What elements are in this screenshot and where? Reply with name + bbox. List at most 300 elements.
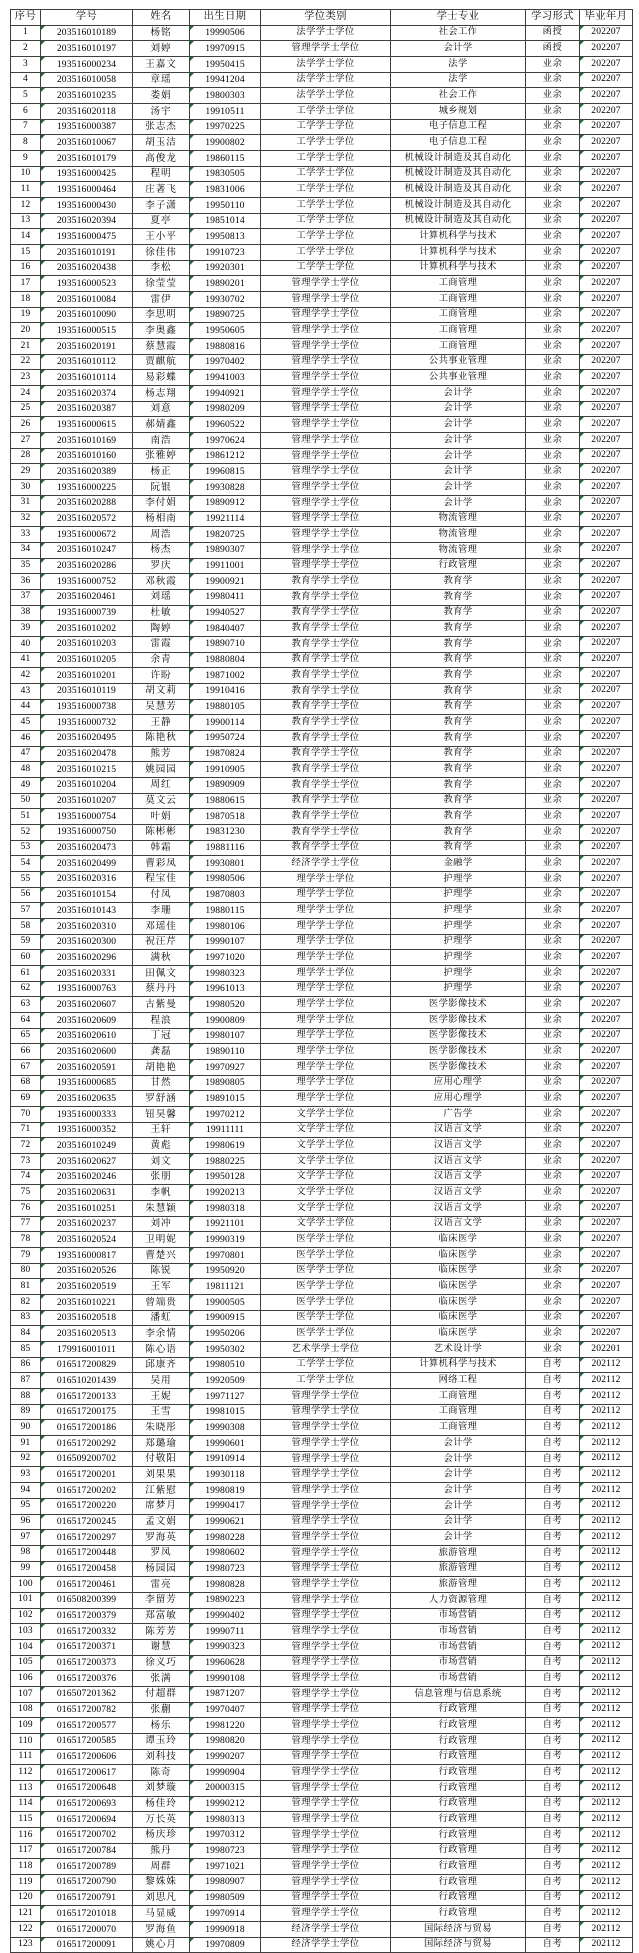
cell-student-name[interactable]: 付超群 xyxy=(133,1686,190,1702)
cell-row-index[interactable]: 8 xyxy=(11,135,41,151)
cell-student-name[interactable]: 杨铭 xyxy=(133,25,190,41)
cell-degree-category[interactable]: 医学学士学位 xyxy=(261,1279,391,1295)
cell-birth-date[interactable]: 19831006 xyxy=(190,182,261,198)
cell-graduation-date[interactable]: 202207 xyxy=(580,417,633,433)
cell-row-index[interactable]: 106 xyxy=(11,1671,41,1687)
cell-degree-category[interactable]: 管理学学士学位 xyxy=(261,527,391,543)
cell-study-form[interactable]: 业余 xyxy=(526,683,580,699)
cell-row-index[interactable]: 56 xyxy=(11,887,41,903)
cell-bachelor-major[interactable]: 机械设计制造及其自动化 xyxy=(391,213,526,229)
cell-study-form[interactable]: 自考 xyxy=(526,1890,580,1906)
table-row[interactable] xyxy=(11,1138,633,1154)
cell-graduation-date[interactable]: 202207 xyxy=(580,1028,633,1044)
cell-study-form[interactable]: 业余 xyxy=(526,527,580,543)
cell-row-index[interactable]: 11 xyxy=(11,182,41,198)
cell-row-index[interactable]: 93 xyxy=(11,1467,41,1483)
cell-bachelor-major[interactable]: 艺术设计学 xyxy=(391,1342,526,1358)
cell-degree-category[interactable]: 理学学士学位 xyxy=(261,1091,391,1107)
cell-bachelor-major[interactable]: 社会工作 xyxy=(391,88,526,104)
table-row[interactable] xyxy=(11,104,633,120)
cell-row-index[interactable]: 4 xyxy=(11,72,41,88)
cell-graduation-date[interactable]: 202207 xyxy=(580,135,633,151)
table-row[interactable] xyxy=(11,636,633,652)
table-row[interactable] xyxy=(11,871,633,887)
cell-birth-date[interactable]: 19990601 xyxy=(190,1436,261,1452)
cell-study-form[interactable]: 业余 xyxy=(526,981,580,997)
cell-student-id[interactable]: 016517200332 xyxy=(41,1624,133,1640)
cell-student-name[interactable]: 古紫曼 xyxy=(133,997,190,1013)
cell-student-id[interactable]: 203516020610 xyxy=(41,1028,133,1044)
cell-student-name[interactable]: 汤宇 xyxy=(133,104,190,120)
cell-study-form[interactable]: 业余 xyxy=(526,292,580,308)
cell-birth-date[interactable]: 19890110 xyxy=(190,1044,261,1060)
cell-study-form[interactable]: 自考 xyxy=(526,1545,580,1561)
cell-student-id[interactable]: 193516000430 xyxy=(41,198,133,214)
cell-student-name[interactable]: 韩霜 xyxy=(133,840,190,856)
cell-degree-category[interactable]: 管理学学士学位 xyxy=(261,1561,391,1577)
cell-study-form[interactable]: 业余 xyxy=(526,151,580,167)
cell-degree-category[interactable]: 工学学士学位 xyxy=(261,135,391,151)
cell-student-name[interactable]: 田佩文 xyxy=(133,965,190,981)
cell-degree-category[interactable]: 理学学士学位 xyxy=(261,981,391,997)
cell-birth-date[interactable]: 19980510 xyxy=(190,1357,261,1373)
cell-student-id[interactable]: 203516020296 xyxy=(41,950,133,966)
cell-bachelor-major[interactable]: 教育学 xyxy=(391,574,526,590)
cell-bachelor-major[interactable]: 法学 xyxy=(391,57,526,73)
cell-student-name[interactable]: 郑璐瑜 xyxy=(133,1436,190,1452)
cell-degree-category[interactable]: 理学学士学位 xyxy=(261,965,391,981)
cell-bachelor-major[interactable]: 行政管理 xyxy=(391,1890,526,1906)
cell-student-id[interactable]: 203516020513 xyxy=(41,1326,133,1342)
cell-birth-date[interactable]: 19880804 xyxy=(190,652,261,668)
cell-birth-date[interactable]: 19910416 xyxy=(190,683,261,699)
cell-row-index[interactable]: 46 xyxy=(11,730,41,746)
cell-row-index[interactable]: 116 xyxy=(11,1827,41,1843)
cell-graduation-date[interactable]: 202201 xyxy=(580,1342,633,1358)
cell-study-form[interactable]: 函授 xyxy=(526,25,580,41)
cell-student-id[interactable]: 203516020191 xyxy=(41,339,133,355)
cell-degree-category[interactable]: 法学学士学位 xyxy=(261,88,391,104)
cell-graduation-date[interactable]: 202207 xyxy=(580,934,633,950)
cell-student-name[interactable]: 杨庆珍 xyxy=(133,1827,190,1843)
cell-degree-category[interactable]: 法学学士学位 xyxy=(261,72,391,88)
cell-graduation-date[interactable]: 202112 xyxy=(580,1404,633,1420)
cell-student-name[interactable]: 王小平 xyxy=(133,229,190,245)
cell-row-index[interactable]: 76 xyxy=(11,1201,41,1217)
cell-bachelor-major[interactable]: 会计学 xyxy=(391,448,526,464)
cell-row-index[interactable]: 13 xyxy=(11,213,41,229)
cell-student-name[interactable]: 刘意 xyxy=(133,401,190,417)
cell-study-form[interactable]: 业余 xyxy=(526,401,580,417)
cell-bachelor-major[interactable]: 机械设计制造及其自动化 xyxy=(391,198,526,214)
cell-row-index[interactable]: 75 xyxy=(11,1185,41,1201)
cell-study-form[interactable]: 业余 xyxy=(526,1107,580,1123)
cell-student-id[interactable]: 016517200577 xyxy=(41,1718,133,1734)
cell-student-id[interactable]: 193516000732 xyxy=(41,715,133,731)
cell-graduation-date[interactable]: 202112 xyxy=(580,1639,633,1655)
cell-student-id[interactable]: 203516010058 xyxy=(41,72,133,88)
cell-birth-date[interactable]: 19990319 xyxy=(190,1232,261,1248)
cell-birth-date[interactable]: 19980907 xyxy=(190,1874,261,1890)
cell-degree-category[interactable]: 理学学士学位 xyxy=(261,1013,391,1029)
table-row[interactable] xyxy=(11,856,633,872)
cell-bachelor-major[interactable]: 教育学 xyxy=(391,793,526,809)
cell-study-form[interactable]: 自考 xyxy=(526,1608,580,1624)
cell-birth-date[interactable]: 19980819 xyxy=(190,1483,261,1499)
cell-bachelor-major[interactable]: 人力资源管理 xyxy=(391,1592,526,1608)
cell-student-id[interactable]: 016517200091 xyxy=(41,1937,133,1953)
cell-degree-category[interactable]: 管理学学士学位 xyxy=(261,542,391,558)
cell-bachelor-major[interactable]: 行政管理 xyxy=(391,1780,526,1796)
cell-row-index[interactable]: 54 xyxy=(11,856,41,872)
cell-student-name[interactable]: 周群 xyxy=(133,1859,190,1875)
table-row[interactable] xyxy=(11,1702,633,1718)
cell-study-form[interactable]: 自考 xyxy=(526,1483,580,1499)
cell-degree-category[interactable]: 管理学学士学位 xyxy=(261,386,391,402)
table-row[interactable] xyxy=(11,88,633,104)
cell-student-name[interactable]: 王雪 xyxy=(133,1404,190,1420)
cell-study-form[interactable]: 业余 xyxy=(526,840,580,856)
cell-row-index[interactable]: 25 xyxy=(11,401,41,417)
cell-row-index[interactable]: 41 xyxy=(11,652,41,668)
cell-student-id[interactable]: 203516020387 xyxy=(41,401,133,417)
cell-birth-date[interactable]: 19890912 xyxy=(190,495,261,511)
cell-birth-date[interactable]: 19970624 xyxy=(190,433,261,449)
cell-bachelor-major[interactable]: 计算机科学与技术 xyxy=(391,260,526,276)
cell-student-name[interactable]: 李余情 xyxy=(133,1326,190,1342)
cell-birth-date[interactable]: 19880615 xyxy=(190,793,261,809)
cell-degree-category[interactable]: 管理学学士学位 xyxy=(261,464,391,480)
cell-degree-category[interactable]: 管理学学士学位 xyxy=(261,1624,391,1640)
cell-birth-date[interactable]: 19870518 xyxy=(190,809,261,825)
cell-bachelor-major[interactable]: 医学影像技术 xyxy=(391,1044,526,1060)
cell-student-name[interactable]: 郑富敏 xyxy=(133,1608,190,1624)
cell-degree-category[interactable]: 管理学学士学位 xyxy=(261,1467,391,1483)
cell-row-index[interactable]: 96 xyxy=(11,1514,41,1530)
cell-study-form[interactable]: 业余 xyxy=(526,72,580,88)
cell-study-form[interactable]: 函授 xyxy=(526,41,580,57)
cell-student-name[interactable]: 刘果果 xyxy=(133,1467,190,1483)
cell-birth-date[interactable]: 19970225 xyxy=(190,119,261,135)
cell-bachelor-major[interactable]: 会计学 xyxy=(391,386,526,402)
cell-birth-date[interactable]: 19971020 xyxy=(190,950,261,966)
cell-degree-category[interactable]: 管理学学士学位 xyxy=(261,1671,391,1687)
cell-row-index[interactable]: 15 xyxy=(11,245,41,261)
cell-degree-category[interactable]: 文学学士学位 xyxy=(261,1169,391,1185)
cell-student-id[interactable]: 203516010251 xyxy=(41,1201,133,1217)
cell-row-index[interactable]: 67 xyxy=(11,1060,41,1076)
cell-bachelor-major[interactable]: 临床医学 xyxy=(391,1263,526,1279)
cell-row-index[interactable]: 18 xyxy=(11,292,41,308)
cell-graduation-date[interactable]: 202207 xyxy=(580,1044,633,1060)
cell-degree-category[interactable]: 管理学学士学位 xyxy=(261,1389,391,1405)
cell-study-form[interactable]: 业余 xyxy=(526,166,580,182)
cell-degree-category[interactable]: 工学学士学位 xyxy=(261,104,391,120)
cell-birth-date[interactable]: 19990711 xyxy=(190,1624,261,1640)
table-row[interactable] xyxy=(11,495,633,511)
cell-study-form[interactable]: 业余 xyxy=(526,746,580,762)
cell-bachelor-major[interactable]: 医学影像技术 xyxy=(391,1028,526,1044)
cell-degree-category[interactable]: 工学学士学位 xyxy=(261,198,391,214)
cell-student-id[interactable]: 016507201362 xyxy=(41,1686,133,1702)
cell-graduation-date[interactable]: 202207 xyxy=(580,1185,633,1201)
cell-graduation-date[interactable]: 202207 xyxy=(580,730,633,746)
cell-study-form[interactable]: 业余 xyxy=(526,699,580,715)
cell-birth-date[interactable]: 19990506 xyxy=(190,25,261,41)
cell-birth-date[interactable]: 19890201 xyxy=(190,276,261,292)
table-row[interactable] xyxy=(11,1921,633,1937)
cell-degree-category[interactable]: 管理学学士学位 xyxy=(261,1827,391,1843)
cell-study-form[interactable]: 业余 xyxy=(526,448,580,464)
cell-graduation-date[interactable]: 202207 xyxy=(580,292,633,308)
cell-graduation-date[interactable]: 202207 xyxy=(580,1263,633,1279)
cell-degree-category[interactable]: 教育学学士学位 xyxy=(261,574,391,590)
cell-degree-category[interactable]: 管理学学士学位 xyxy=(261,1530,391,1546)
cell-student-id[interactable]: 193516000515 xyxy=(41,323,133,339)
cell-student-name[interactable]: 江紫慰 xyxy=(133,1483,190,1499)
cell-student-name[interactable]: 姚心月 xyxy=(133,1937,190,1953)
cell-row-index[interactable]: 83 xyxy=(11,1310,41,1326)
cell-bachelor-major[interactable]: 教育学 xyxy=(391,621,526,637)
cell-degree-category[interactable]: 管理学学士学位 xyxy=(261,307,391,323)
cell-bachelor-major[interactable]: 应用心理学 xyxy=(391,1091,526,1107)
cell-bachelor-major[interactable]: 汉语言文学 xyxy=(391,1201,526,1217)
cell-student-id[interactable]: 016517200448 xyxy=(41,1545,133,1561)
cell-student-name[interactable]: 程明 xyxy=(133,166,190,182)
table-row[interactable] xyxy=(11,903,633,919)
cell-degree-category[interactable]: 教育学学士学位 xyxy=(261,840,391,856)
cell-graduation-date[interactable]: 202207 xyxy=(580,229,633,245)
cell-study-form[interactable]: 业余 xyxy=(526,386,580,402)
cell-birth-date[interactable]: 19900921 xyxy=(190,574,261,590)
cell-study-form[interactable]: 自考 xyxy=(526,1655,580,1671)
cell-student-name[interactable]: 胡艳艳 xyxy=(133,1060,190,1076)
cell-bachelor-major[interactable]: 旅游管理 xyxy=(391,1545,526,1561)
cell-row-index[interactable]: 38 xyxy=(11,605,41,621)
cell-student-name[interactable]: 王嘉文 xyxy=(133,57,190,73)
cell-study-form[interactable]: 业余 xyxy=(526,809,580,825)
cell-student-name[interactable]: 徐莹莹 xyxy=(133,276,190,292)
cell-birth-date[interactable]: 19970801 xyxy=(190,1248,261,1264)
cell-bachelor-major[interactable]: 工商管理 xyxy=(391,1404,526,1420)
table-row[interactable] xyxy=(11,950,633,966)
cell-graduation-date[interactable]: 202207 xyxy=(580,480,633,496)
cell-row-index[interactable]: 99 xyxy=(11,1561,41,1577)
cell-student-name[interactable]: 刘文 xyxy=(133,1154,190,1170)
cell-study-form[interactable]: 业余 xyxy=(526,950,580,966)
cell-degree-category[interactable]: 教育学学士学位 xyxy=(261,668,391,684)
cell-birth-date[interactable]: 19970212 xyxy=(190,1107,261,1123)
cell-bachelor-major[interactable]: 行政管理 xyxy=(391,1702,526,1718)
cell-study-form[interactable]: 自考 xyxy=(526,1702,580,1718)
cell-graduation-date[interactable]: 202207 xyxy=(580,542,633,558)
table-row[interactable] xyxy=(11,1890,633,1906)
cell-graduation-date[interactable]: 202207 xyxy=(580,1107,633,1123)
cell-degree-category[interactable]: 工学学士学位 xyxy=(261,119,391,135)
cell-student-name[interactable]: 曾端贵 xyxy=(133,1295,190,1311)
cell-study-form[interactable]: 自考 xyxy=(526,1514,580,1530)
cell-study-form[interactable]: 业余 xyxy=(526,918,580,934)
cell-student-name[interactable]: 杨佳玲 xyxy=(133,1796,190,1812)
cell-student-name[interactable]: 刘科技 xyxy=(133,1749,190,1765)
cell-birth-date[interactable]: 19871002 xyxy=(190,668,261,684)
cell-bachelor-major[interactable]: 电子信息工程 xyxy=(391,119,526,135)
cell-graduation-date[interactable]: 202112 xyxy=(580,1545,633,1561)
table-row[interactable] xyxy=(11,1404,633,1420)
cell-row-index[interactable]: 33 xyxy=(11,527,41,543)
cell-study-form[interactable]: 业余 xyxy=(526,1342,580,1358)
cell-bachelor-major[interactable]: 工商管理 xyxy=(391,1420,526,1436)
cell-degree-category[interactable]: 教育学学士学位 xyxy=(261,589,391,605)
cell-row-index[interactable]: 52 xyxy=(11,824,41,840)
cell-student-name[interactable]: 吴用 xyxy=(133,1373,190,1389)
cell-student-id[interactable]: 203516010207 xyxy=(41,793,133,809)
cell-row-index[interactable]: 10 xyxy=(11,166,41,182)
table-row[interactable] xyxy=(11,762,633,778)
cell-degree-category[interactable]: 管理学学士学位 xyxy=(261,1608,391,1624)
cell-student-id[interactable]: 203516020300 xyxy=(41,934,133,950)
cell-birth-date[interactable]: 19950415 xyxy=(190,57,261,73)
cell-bachelor-major[interactable]: 行政管理 xyxy=(391,558,526,574)
cell-student-id[interactable]: 193516000739 xyxy=(41,605,133,621)
cell-degree-category[interactable]: 工学学士学位 xyxy=(261,182,391,198)
cell-graduation-date[interactable]: 202207 xyxy=(580,166,633,182)
cell-student-id[interactable]: 193516000615 xyxy=(41,417,133,433)
table-row[interactable] xyxy=(11,292,633,308)
cell-study-form[interactable]: 自考 xyxy=(526,1733,580,1749)
cell-study-form[interactable]: 业余 xyxy=(526,1169,580,1185)
cell-birth-date[interactable]: 19910511 xyxy=(190,104,261,120)
table-row[interactable] xyxy=(11,1483,633,1499)
cell-student-name[interactable]: 许盼 xyxy=(133,668,190,684)
cell-birth-date[interactable]: 19980106 xyxy=(190,918,261,934)
cell-degree-category[interactable]: 理学学士学位 xyxy=(261,934,391,950)
cell-student-id[interactable]: 203516020461 xyxy=(41,589,133,605)
cell-student-name[interactable]: 张蒯 xyxy=(133,1702,190,1718)
table-row[interactable] xyxy=(11,1044,633,1060)
cell-student-name[interactable]: 胡文莉 xyxy=(133,683,190,699)
cell-study-form[interactable]: 业余 xyxy=(526,589,580,605)
cell-student-id[interactable]: 016517200379 xyxy=(41,1608,133,1624)
cell-study-form[interactable]: 业余 xyxy=(526,260,580,276)
cell-student-id[interactable]: 203516020237 xyxy=(41,1216,133,1232)
table-row[interactable] xyxy=(11,1028,633,1044)
cell-degree-category[interactable]: 文学学士学位 xyxy=(261,1154,391,1170)
cell-student-name[interactable]: 杨园园 xyxy=(133,1561,190,1577)
cell-bachelor-major[interactable]: 会计学 xyxy=(391,1483,526,1499)
cell-birth-date[interactable]: 19900915 xyxy=(190,1310,261,1326)
cell-degree-category[interactable]: 文学学士学位 xyxy=(261,1201,391,1217)
cell-degree-category[interactable]: 管理学学士学位 xyxy=(261,1545,391,1561)
cell-graduation-date[interactable]: 202112 xyxy=(580,1733,633,1749)
cell-study-form[interactable]: 业余 xyxy=(526,621,580,637)
table-row[interactable] xyxy=(11,1248,633,1264)
cell-row-index[interactable]: 29 xyxy=(11,464,41,480)
table-row[interactable] xyxy=(11,1436,633,1452)
cell-birth-date[interactable]: 19890805 xyxy=(190,1075,261,1091)
cell-birth-date[interactable]: 19890223 xyxy=(190,1592,261,1608)
cell-bachelor-major[interactable]: 机械设计制造及其自动化 xyxy=(391,182,526,198)
cell-bachelor-major[interactable]: 社会工作 xyxy=(391,25,526,41)
table-row[interactable] xyxy=(11,464,633,480)
cell-bachelor-major[interactable]: 医学影像技术 xyxy=(391,997,526,1013)
cell-student-name[interactable]: 夏亭 xyxy=(133,213,190,229)
cell-degree-category[interactable]: 工学学士学位 xyxy=(261,213,391,229)
cell-birth-date[interactable]: 19880115 xyxy=(190,903,261,919)
cell-graduation-date[interactable]: 202207 xyxy=(580,683,633,699)
cell-birth-date[interactable]: 19910914 xyxy=(190,1451,261,1467)
cell-graduation-date[interactable]: 202207 xyxy=(580,1091,633,1107)
table-row[interactable] xyxy=(11,307,633,323)
cell-graduation-date[interactable]: 202207 xyxy=(580,636,633,652)
cell-degree-category[interactable]: 管理学学士学位 xyxy=(261,1843,391,1859)
cell-row-index[interactable]: 95 xyxy=(11,1498,41,1514)
cell-study-form[interactable]: 业余 xyxy=(526,1216,580,1232)
cell-bachelor-major[interactable]: 机械设计制造及其自动化 xyxy=(391,151,526,167)
cell-student-name[interactable]: 杨乐 xyxy=(133,1718,190,1734)
cell-bachelor-major[interactable]: 法学 xyxy=(391,72,526,88)
cell-student-id[interactable]: 016517200373 xyxy=(41,1655,133,1671)
cell-study-form[interactable]: 业余 xyxy=(526,307,580,323)
cell-row-index[interactable]: 23 xyxy=(11,370,41,386)
cell-bachelor-major[interactable]: 教育学 xyxy=(391,715,526,731)
cell-student-name[interactable]: 杨正 xyxy=(133,464,190,480)
cell-bachelor-major[interactable]: 汉语言文学 xyxy=(391,1216,526,1232)
cell-student-id[interactable]: 203516010204 xyxy=(41,777,133,793)
cell-student-name[interactable]: 孟文娟 xyxy=(133,1514,190,1530)
cell-row-index[interactable]: 72 xyxy=(11,1138,41,1154)
cell-bachelor-major[interactable]: 医学影像技术 xyxy=(391,1060,526,1076)
table-row[interactable] xyxy=(11,809,633,825)
cell-student-name[interactable]: 雷亮 xyxy=(133,1577,190,1593)
cell-birth-date[interactable]: 19910905 xyxy=(190,762,261,778)
cell-graduation-date[interactable]: 202207 xyxy=(580,57,633,73)
cell-degree-category[interactable]: 管理学学士学位 xyxy=(261,511,391,527)
cell-student-id[interactable]: 203516020518 xyxy=(41,1310,133,1326)
cell-birth-date[interactable]: 19980723 xyxy=(190,1843,261,1859)
cell-study-form[interactable]: 业余 xyxy=(526,871,580,887)
table-row[interactable] xyxy=(11,1169,633,1185)
cell-graduation-date[interactable]: 202207 xyxy=(580,339,633,355)
cell-row-index[interactable]: 1 xyxy=(11,25,41,41)
cell-degree-category[interactable]: 理学学士学位 xyxy=(261,950,391,966)
cell-student-id[interactable]: 016517200292 xyxy=(41,1436,133,1452)
cell-student-id[interactable]: 016509200702 xyxy=(41,1451,133,1467)
cell-student-name[interactable]: 李留芳 xyxy=(133,1592,190,1608)
cell-row-index[interactable]: 77 xyxy=(11,1216,41,1232)
cell-birth-date[interactable]: 19861212 xyxy=(190,448,261,464)
cell-student-name[interactable]: 王妮 xyxy=(133,1389,190,1405)
cell-graduation-date[interactable]: 202112 xyxy=(580,1420,633,1436)
cell-student-id[interactable]: 203516010143 xyxy=(41,903,133,919)
cell-student-name[interactable]: 李珊 xyxy=(133,903,190,919)
cell-study-form[interactable]: 自考 xyxy=(526,1436,580,1452)
cell-graduation-date[interactable]: 202112 xyxy=(580,1718,633,1734)
cell-study-form[interactable]: 自考 xyxy=(526,1373,580,1389)
cell-student-id[interactable]: 203516020572 xyxy=(41,511,133,527)
cell-degree-category[interactable]: 理学学士学位 xyxy=(261,997,391,1013)
cell-bachelor-major[interactable]: 会计学 xyxy=(391,464,526,480)
cell-student-name[interactable]: 周浩 xyxy=(133,527,190,543)
cell-degree-category[interactable]: 理学学士学位 xyxy=(261,1028,391,1044)
cell-study-form[interactable]: 业余 xyxy=(526,1310,580,1326)
cell-bachelor-major[interactable]: 工商管理 xyxy=(391,323,526,339)
cell-degree-category[interactable]: 经济学学士学位 xyxy=(261,1937,391,1953)
cell-birth-date[interactable]: 19990621 xyxy=(190,1514,261,1530)
cell-row-index[interactable]: 58 xyxy=(11,918,41,934)
cell-graduation-date[interactable]: 202207 xyxy=(580,527,633,543)
cell-graduation-date[interactable]: 202112 xyxy=(580,1624,633,1640)
